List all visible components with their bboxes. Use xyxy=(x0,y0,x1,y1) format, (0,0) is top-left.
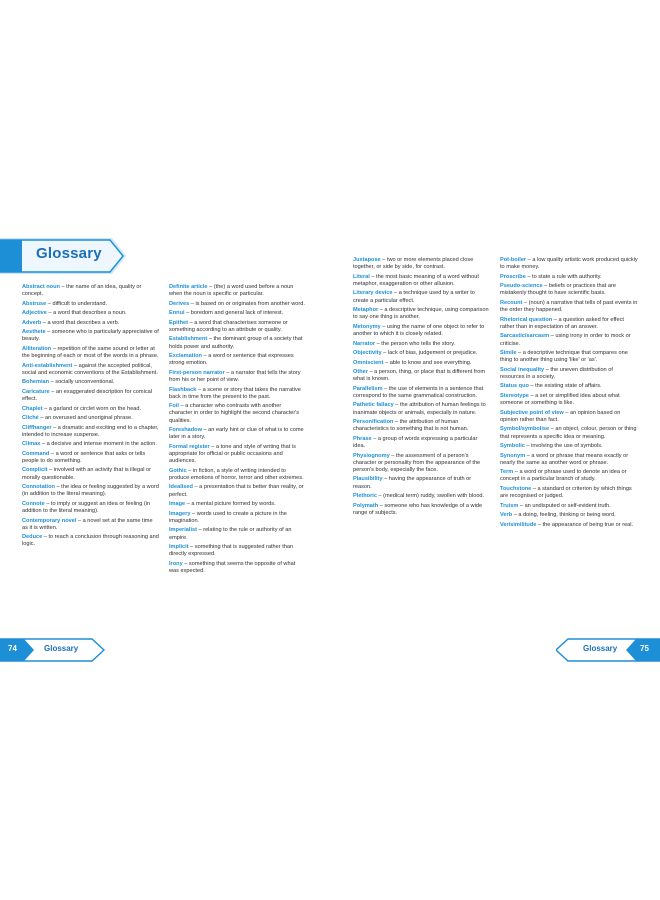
glossary-definition: – involving the use of symbols. xyxy=(524,443,603,450)
glossary-column-3 xyxy=(353,257,490,519)
glossary-entry xyxy=(500,283,638,297)
glossary-term: Adverb xyxy=(22,319,42,326)
glossary-entry xyxy=(169,501,306,508)
glossary-entry xyxy=(353,274,490,288)
glossary-definition: – the name of an idea, quality or concept. xyxy=(22,284,142,298)
glossary-term: Alliteration xyxy=(22,345,52,352)
glossary-definition: – (noun) a narrative that tells of past events in the order they happened. xyxy=(500,299,638,314)
glossary-term: Physiognomy xyxy=(353,452,390,459)
glossary-term: Personification xyxy=(353,419,394,426)
glossary-definition: – using the name of one object to refer to another to which it is closely related. xyxy=(353,323,485,338)
glossary-definition: – a descriptive technique, using comparison to say one thing is another. xyxy=(353,307,489,321)
glossary-term: Term xyxy=(500,469,514,476)
glossary-definition: – a word or phrase used to denote an idea or concept in a particular branch of study. xyxy=(500,469,627,483)
glossary-term: Symbol/symbolise xyxy=(500,426,550,433)
glossary-definition: – an exaggerated description for comical effect. xyxy=(22,388,152,403)
glossary-definition: – socially unconventional. xyxy=(49,379,115,386)
glossary-term: Social inequality xyxy=(500,366,545,373)
glossary-term: Plethoric xyxy=(353,493,377,500)
glossary-definition: – beliefs or practices that are mistakenly thought to have scientific basis. xyxy=(500,283,616,297)
glossary-term: Verb xyxy=(500,512,513,519)
page-number-right: 75 xyxy=(640,644,649,653)
glossary-term: Connote xyxy=(22,500,45,507)
glossary-entry xyxy=(500,367,638,381)
glossary-term: Irony xyxy=(169,560,183,567)
glossary-entry xyxy=(22,441,159,448)
glossary-definition: – a low quality artistic work produced quickly to make money. xyxy=(500,257,638,271)
glossary-entry xyxy=(22,379,159,386)
glossary-term: Plausibility xyxy=(353,476,383,483)
glossary-term: Metonymy xyxy=(353,323,381,330)
glossary-definition: – a set or simplified idea about what someone or something is like. xyxy=(500,392,620,407)
glossary-entry xyxy=(500,300,638,314)
glossary-definition: – a presentation that is better than reality, or perfect. xyxy=(169,484,304,498)
glossary-entry xyxy=(500,383,638,390)
glossary-entry xyxy=(500,317,638,331)
glossary-term: Objectivity xyxy=(353,350,382,357)
glossary-entry xyxy=(353,493,490,500)
glossary-entry xyxy=(500,453,638,467)
glossary-definition: – an opinion based on opinion rather than fact. xyxy=(500,409,621,423)
glossary-entry xyxy=(353,360,490,367)
glossary-definition: – is based on or originates from another word. xyxy=(189,300,305,307)
glossary-definition: – a doing, feeling, thinking or being word. xyxy=(512,512,616,519)
glossary-definition: – a descriptive technique that compares one thing to another thing using 'like' or 'as'. xyxy=(500,350,628,364)
glossary-definition: – to reach a conclusion through reasoning and logic. xyxy=(22,534,159,548)
glossary-term: Pot-boiler xyxy=(500,257,527,263)
glossary-definition: – the attribution of human feelings to inanimate objects or animals, especially in nature. xyxy=(353,402,486,416)
glossary-term: Adjective xyxy=(22,310,47,317)
glossary-term: Narrator xyxy=(353,340,376,347)
glossary-entry xyxy=(353,290,490,304)
glossary-entry xyxy=(353,257,490,271)
glossary-entry xyxy=(169,484,306,498)
glossary-definition: – a narrator that tells the story from his or her point of view. xyxy=(169,369,301,384)
glossary-term: Idealised xyxy=(169,484,193,491)
glossary-term: Implicit xyxy=(169,544,189,551)
glossary-entry xyxy=(353,419,490,433)
glossary-term: Synonym xyxy=(500,452,526,459)
glossary-definition: – the dominant group of a society that holds power and authority. xyxy=(169,336,303,350)
glossary-term: Truism xyxy=(500,502,519,509)
glossary-entry xyxy=(169,544,306,558)
glossary-definition: – boredom and general lack of interest. xyxy=(184,310,284,317)
glossary-term: Symbolic xyxy=(500,443,525,450)
glossary-definition: – repetition of the same sound or letter at the beginning of each or most of the words in a phrase. xyxy=(22,345,159,360)
glossary-definition: – using irony in order to mock or criticise. xyxy=(500,333,631,347)
glossary-entry xyxy=(353,341,490,348)
glossary-definition: – difficult to understand. xyxy=(46,300,108,307)
glossary-entry xyxy=(22,284,159,298)
glossary-term: First-person narrator xyxy=(169,369,225,376)
glossary-entry xyxy=(22,451,159,465)
glossary-entry xyxy=(353,324,490,338)
glossary-entry xyxy=(500,333,638,347)
glossary-entry xyxy=(169,284,306,298)
glossary-entry xyxy=(22,415,159,422)
glossary-definition: – to imply or suggest an idea or feeling (in addition to the literal meaning). xyxy=(22,500,151,515)
glossary-entry xyxy=(169,387,306,401)
title-banner xyxy=(0,238,128,274)
glossary-term: Contemporary novel xyxy=(22,517,77,524)
glossary-term: Imagery xyxy=(169,510,191,517)
glossary-term: Pseudo-science xyxy=(500,283,543,290)
glossary-entry xyxy=(169,444,306,466)
glossary-term: Abstruse xyxy=(22,300,47,307)
glossary-term: Touchstone xyxy=(500,485,532,492)
glossary-term: Definite article xyxy=(169,284,208,290)
glossary-entry xyxy=(22,484,159,498)
glossary-definition: – something that seems the opposite of what was expected. xyxy=(169,560,296,574)
glossary-term: Cliffhanger xyxy=(22,424,52,431)
glossary-definition: – a scene or story that takes the narrative back in time from the present to the past. xyxy=(169,386,301,400)
glossary-definition: – the idea or feeling suggested by a word (in addition to the literal meaning). xyxy=(22,484,159,498)
glossary-term: Abstract noun xyxy=(22,284,60,290)
glossary-definition: – a decisive and intense moment in the action. xyxy=(40,441,157,448)
glossary-definition: – the existing state of affairs. xyxy=(528,383,602,390)
glossary-column-1 xyxy=(22,284,159,551)
glossary-definition: – to state a rule with authority. xyxy=(525,273,602,280)
glossary-entry xyxy=(169,403,306,425)
footer-right xyxy=(556,638,660,662)
glossary-entry xyxy=(22,425,159,439)
glossary-term: Status quo xyxy=(500,383,529,390)
glossary-definition: – an early hint or clue of what is to come later in a story. xyxy=(169,427,304,441)
glossary-entry xyxy=(500,257,638,271)
glossary-term: Cliché xyxy=(22,415,39,422)
glossary-definition: – a person, thing, or place that is different from what is known. xyxy=(353,369,486,383)
glossary-entry xyxy=(169,336,306,350)
glossary-term: Literary device xyxy=(353,290,393,297)
glossary-entry xyxy=(353,350,490,357)
glossary-entry xyxy=(500,486,638,500)
glossary-term: Phrase xyxy=(353,435,372,442)
glossary-term: Foil xyxy=(169,403,179,410)
glossary-term: Anti-establishment xyxy=(22,362,73,369)
glossary-term: Establishment xyxy=(169,336,208,343)
glossary-definition: – (medical term) ruddy, swollen with blood. xyxy=(376,493,485,500)
glossary-term: Chaplet xyxy=(22,405,43,412)
glossary-term: Command xyxy=(22,450,50,457)
glossary-column-4 xyxy=(500,257,638,531)
glossary-definition: – a word or sentence that expresses strong emotion. xyxy=(169,353,294,367)
glossary-definition: – involved with an activity that is illegal or morally questionable. xyxy=(22,467,152,481)
glossary-term: Foreshadow xyxy=(169,427,202,434)
glossary-entry xyxy=(353,369,490,383)
glossary-definition: – able to know and see everything. xyxy=(383,359,472,366)
glossary-definition: – someone who is particularly appreciative of beauty. xyxy=(22,329,159,343)
glossary-term: Ennui xyxy=(169,310,185,317)
glossary-definition: – two or more elements placed close together, or side by side, for contrast. xyxy=(353,257,474,271)
glossary-definition: – a tone and style of writing that is appropriate for official or public occasions and audiences. xyxy=(169,443,296,465)
glossary-entry xyxy=(500,522,638,529)
glossary-term: Connotation xyxy=(22,484,55,491)
glossary-term: Stereotype xyxy=(500,392,529,399)
glossary-entry xyxy=(169,561,306,575)
glossary-definition: – lack of bias, judgement or prejudice. xyxy=(381,350,478,357)
glossary-definition: – the assessment of a person's character or personality from the appearance of the person's body, especially the face. xyxy=(353,452,481,473)
glossary-entry xyxy=(169,301,306,308)
glossary-entry xyxy=(500,443,638,450)
glossary-definition: – the use of elements in a sentence that correspond to the same grammatical construction. xyxy=(353,385,484,399)
glossary-entry xyxy=(353,402,490,416)
glossary-definition: – a word that describes a verb. xyxy=(41,319,120,326)
glossary-definition: – a word or sentence that asks or tells people to do something. xyxy=(22,450,146,464)
glossary-term: Simile xyxy=(500,350,517,357)
glossary-entry xyxy=(22,518,159,532)
glossary-entry xyxy=(353,453,490,475)
glossary-entry xyxy=(169,353,306,367)
glossary-definition: – a technique used by a writer to create a particular effect. xyxy=(353,290,475,304)
footer-label-left: Glossary xyxy=(44,644,79,653)
glossary-definition: – a mental picture formed by words. xyxy=(185,501,276,508)
book-spread xyxy=(0,228,660,668)
glossary-definition: – the attribution of human characteristics to something that is not human. xyxy=(353,419,469,433)
glossary-entry xyxy=(22,406,159,413)
glossary-definition: – someone who has knowledge of a wide range of subjects. xyxy=(353,502,483,516)
glossary-term: Caricature xyxy=(22,388,50,395)
glossary-definition: – an undisputed or self-evident truth. xyxy=(518,502,611,509)
glossary-term: Metaphor xyxy=(353,307,379,314)
glossary-column-2 xyxy=(169,284,306,577)
glossary-entry xyxy=(22,389,159,403)
glossary-entry xyxy=(22,346,159,360)
glossary-term: Epithet xyxy=(169,319,188,326)
glossary-entry xyxy=(169,320,306,334)
glossary-definition: – words used to create a picture in the imagination. xyxy=(169,510,287,524)
glossary-term: Polymath xyxy=(353,502,379,509)
glossary-entry xyxy=(169,370,306,384)
glossary-definition: – a garland or circlet worn on the head. xyxy=(42,405,142,412)
glossary-entry xyxy=(500,274,638,281)
page-number-left: 74 xyxy=(8,644,17,653)
glossary-term: Pathetic fallacy xyxy=(353,402,394,409)
footer-label-right: Glossary xyxy=(583,644,618,653)
glossary-definition: – a question asked for effect rather than in expectation of an answer. xyxy=(500,316,624,330)
glossary-term: Image xyxy=(169,501,186,508)
glossary-term: Subjective point of view xyxy=(500,409,564,416)
glossary-entry xyxy=(169,527,306,541)
glossary-entry xyxy=(22,310,159,317)
glossary-entry xyxy=(169,468,306,482)
glossary-entry xyxy=(22,363,159,377)
glossary-entry xyxy=(500,469,638,483)
glossary-term: Other xyxy=(353,369,368,376)
glossary-term: Climax xyxy=(22,441,41,448)
glossary-entry xyxy=(22,467,159,481)
glossary-definition: – a dramatic and exciting end to a chapter, intended to increase suspense. xyxy=(22,424,159,438)
glossary-definition: – the appearance of being true or real. xyxy=(536,521,634,528)
glossary-term: Parallelism xyxy=(353,385,383,392)
glossary-definition: – a standard or criterion by which things are recognised or judged. xyxy=(500,485,632,500)
glossary-entry xyxy=(22,320,159,327)
glossary-definition: – a group of words expressing a particular idea. xyxy=(353,435,478,450)
glossary-term: Derives xyxy=(169,300,190,307)
glossary-term: Proscribe xyxy=(500,273,526,280)
glossary-definition: – (the) a word used before a noun when the noun is specific or particular. xyxy=(169,284,294,298)
glossary-entry xyxy=(22,301,159,308)
page-title: Glossary xyxy=(36,245,102,262)
glossary-definition: – the most basic meaning of a word without metaphor, exaggeration or other allusion. xyxy=(353,273,479,287)
glossary-entry xyxy=(500,393,638,407)
glossary-entry xyxy=(500,410,638,424)
glossary-term: Verisimilitude xyxy=(500,521,537,528)
glossary-entry xyxy=(500,426,638,440)
glossary-definition: – an overused and unoriginal phrase. xyxy=(38,415,133,422)
glossary-definition: – a novel set at the same time as it is written. xyxy=(22,517,153,531)
glossary-term: Gothic xyxy=(169,467,187,474)
glossary-definition: – having the appearance of truth or reason. xyxy=(353,476,472,490)
glossary-definition: – relating to the rule or authority of an empire. xyxy=(169,527,292,541)
glossary-definition: – a word that characterises someone or something according to an attribute or quality. xyxy=(169,319,288,333)
glossary-term: Omniscient xyxy=(353,359,384,366)
glossary-entry xyxy=(353,386,490,400)
glossary-term: Recount xyxy=(500,299,523,306)
glossary-term: Flashback xyxy=(169,386,197,393)
glossary-definition: – an object, colour, person or thing that represents a specific idea or meaning. xyxy=(500,426,637,440)
footer-left xyxy=(0,638,110,662)
glossary-entry xyxy=(353,436,490,450)
glossary-entry xyxy=(22,501,159,515)
glossary-entry xyxy=(353,307,490,321)
glossary-term: Deduce xyxy=(22,534,43,541)
glossary-term: Formal register xyxy=(169,443,210,450)
glossary-definition: – a word that describes a noun. xyxy=(46,310,127,317)
glossary-entry xyxy=(500,512,638,519)
glossary-entry xyxy=(22,329,159,343)
glossary-definition: – the uneven distribution of resources in a society. xyxy=(500,366,613,380)
glossary-term: Juxtapose xyxy=(353,257,381,263)
glossary-term: Rhetorical question xyxy=(500,316,553,323)
glossary-definition: – the person who tells the story. xyxy=(375,340,456,347)
glossary-definition: – a character who contrasts with another character in order to highlight the second character's qualities. xyxy=(169,403,300,424)
glossary-entry xyxy=(500,503,638,510)
glossary-term: Complicit xyxy=(22,467,48,474)
glossary-term: Sarcastic/sarcasm xyxy=(500,333,550,340)
glossary-term: Bohemian xyxy=(22,379,50,386)
glossary-definition: – a word or phrase that means exactly or nearly the same as another word or phrase. xyxy=(500,452,629,466)
glossary-term: Aesthete xyxy=(22,329,46,336)
glossary-entry xyxy=(353,503,490,517)
glossary-entry xyxy=(169,511,306,525)
glossary-term: Imperialist xyxy=(169,527,197,534)
glossary-entry xyxy=(22,534,159,548)
glossary-definition: – against the accepted political, social and economic conventions of the Establishment. xyxy=(22,362,158,376)
glossary-term: Exclamation xyxy=(169,353,202,360)
glossary-term: Literal xyxy=(353,273,370,280)
glossary-definition: – something that is suggested rather than directly expressed. xyxy=(169,544,294,558)
glossary-entry xyxy=(169,310,306,317)
glossary-entry xyxy=(500,350,638,364)
glossary-entry xyxy=(169,427,306,441)
glossary-entry xyxy=(353,476,490,490)
glossary-definition: – in fiction, a style of writing intended to produce emotions of horror, terror and other extremes. xyxy=(169,467,304,481)
